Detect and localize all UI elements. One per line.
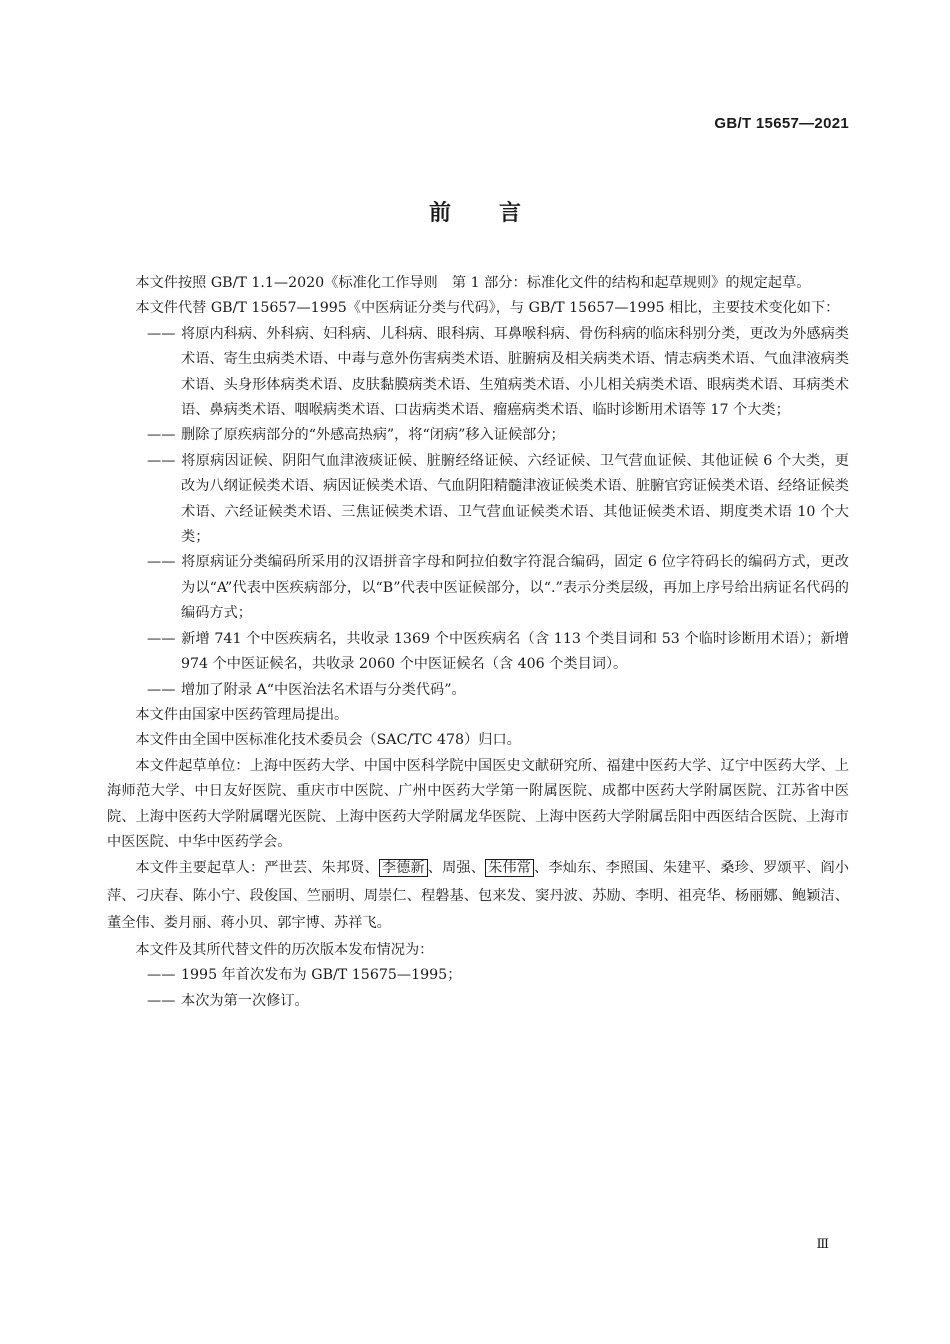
history-text: 1995 年首次发布为 GB/T 15675—1995； (181, 967, 462, 984)
change-item-5 (107, 627, 849, 678)
dash-mark: —— (147, 554, 176, 571)
change-item-3 (107, 449, 849, 551)
standard-code: GB/T 15657—2021 (714, 115, 849, 132)
paragraph-history: 本文件及其所代替文件的历次版本发布情况为： (135, 941, 434, 958)
paragraph-committee: 本文件由全国中医标准化技术委员会（SAC/TC 478）归口。 (135, 732, 521, 749)
dash-mark: —— (147, 325, 176, 342)
boxed-name: 李德新 (379, 859, 428, 877)
change-item-2 (107, 423, 849, 448)
drafters-text: 本文件主要起草人：严世芸、朱邦贤、 (135, 860, 379, 877)
dash-mark: —— (147, 967, 176, 984)
change-item-1 (107, 322, 849, 424)
paragraph-drafters (107, 855, 849, 938)
change-text: 将原内科病、外科病、妇科病、儿科病、眼科病、耳鼻喉科病、骨伤科病的临床科别分类，更改为外感病类术语、寄生虫病类术语、中毒与意外伤害病类术语、脏腑病及相关病类术语、情志病类术语、气血津液病类术语、头身形体病类术语、皮肤黏膜病类术语、生殖病类术语、小儿相关病类术语、眼病类术语、耳病类术语、鼻病类术语、咽喉病类术语、口齿病类术语、瘤癌病类术语、临时诊断用术语等 17 个大类； (181, 325, 849, 419)
change-item-4 (107, 550, 849, 626)
change-text: 将原病证分类编码所采用的汉语拼音字母和阿拉伯数字符混合编码，固定 6 位字符码长的编码方式，更改为以“A”代表中医疾病部分，以“B”代表中医证候部分，以“.”表示分类层级，再加上序号给出病证名代码的编码方式； (181, 554, 849, 622)
page-title: 前言 (428, 201, 569, 226)
dash-mark: —— (147, 452, 176, 469)
paragraph-replacement: 本文件代替 GB/T 15657—1995《中医病证分类与代码》，与 GB/T 15657—1995 相比，主要技术变化如下： (135, 300, 840, 317)
change-item-6 (107, 678, 849, 703)
dash-mark: —— (147, 427, 176, 444)
dash-mark: —— (147, 630, 176, 647)
drafters-text: 、周强、 (427, 860, 486, 877)
paragraph-drafting-rule: 本文件按照 GB/T 1.1—2020《标准化工作导则 第 1 部分：标准化文件的结构和起草规则》的规定起草。 (135, 275, 811, 291)
dash-mark: —— (147, 992, 176, 1009)
document-body (107, 271, 849, 1014)
change-text: 将原病因证候、阴阳气血津液痰证候、脏腑经络证候、六经证候、卫气营血证候、其他证候 6 个大类，更改为八纲证候类术语、病因证候类术语、气血阴阳精髓津液证候类术语、脏腑官窍证候类术语、经络证候类术语、六经证候类术语、三焦证候类术语、卫气营血证候类术语、其他证候类术语、期度类术语 10 个大类； (181, 452, 849, 546)
drafters-text: 、李灿东、李照国、朱建平、桑珍、罗颂平、阎小萍、刁庆春、陈小宁、段俊国、竺丽明、周崇仁、程磐基、包来发、窦丹波、苏励、李明、祖亮华、杨丽娜、鲍颖洁、董全伟、娄月丽、蒋小贝、郭宇博、苏祥飞。 (107, 860, 849, 932)
boxed-name: 朱伟常 (485, 859, 534, 877)
paragraph-proposer: 本文件由国家中医药管理局提出。 (135, 706, 349, 723)
history-item-2 (107, 989, 849, 1014)
change-text: 增加了附录 A“中医治法名术语与分类代码”。 (181, 681, 466, 698)
page-number: Ⅲ (816, 1237, 829, 1252)
history-item-1 (107, 963, 849, 988)
dash-mark: —— (147, 681, 176, 698)
change-text: 删除了原疾病部分的“外感高热病”，将“闭病”移入证候部分； (181, 427, 565, 444)
history-text: 本次为第一次修订。 (181, 992, 309, 1009)
paragraph-drafting-units: 本文件起草单位：上海中医药大学、中国中医科学院中国医史文献研究所、福建中医药大学、辽宁中医药大学、上海师范大学、中日友好医院、重庆市中医院、广州中医药大学第一附属医院、成都中医药大学附属医院、江苏省中医院、上海中医药大学附属曙光医院、上海中医药大学附属龙华医院、上海中医药大学附属岳阳中西医结合医院、上海市中医医院、中华中医药学会。 (107, 757, 849, 850)
change-text: 新增 741 个中医疾病名，共收录 1369 个中医疾病名（含 113 个类目词和 53 个临时诊断用术语）；新增 974 个中医证候名，共收录 2060 个中医证候名（含 406 个类目词）。 (181, 630, 849, 673)
